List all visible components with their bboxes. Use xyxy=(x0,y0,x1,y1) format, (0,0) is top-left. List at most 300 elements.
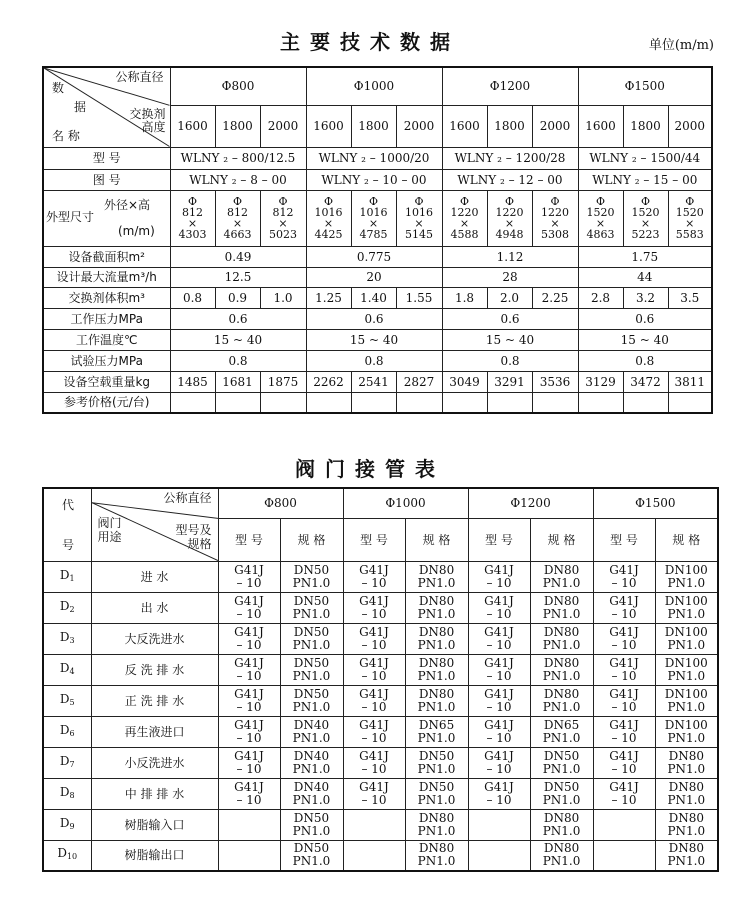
valve-model-cell xyxy=(468,592,530,623)
weight-value: 3472 xyxy=(623,371,668,392)
valve-spec-line: DN40 xyxy=(293,779,330,794)
valve-model-line: – 10 xyxy=(236,792,262,807)
valve-diameter-1200: Φ1200 xyxy=(468,488,593,518)
valve-code-number: 10 xyxy=(66,852,78,862)
drawing-row xyxy=(43,169,712,190)
diameter-1200: Φ1200 xyxy=(442,67,578,105)
valve-code-letter: D xyxy=(59,784,70,799)
valve-model-cell xyxy=(593,623,655,654)
valve-spec-line: DN80 xyxy=(543,686,580,701)
weight-value: 2541 xyxy=(351,371,396,392)
volume-value: 1.0 xyxy=(260,287,306,308)
col-model-header: 型 号 xyxy=(593,518,655,561)
temperature-row xyxy=(43,329,712,350)
valve-spec-line: DN80 xyxy=(668,779,704,794)
valve-spec-cell xyxy=(405,685,468,716)
valve-spec-line: DN40 xyxy=(293,748,330,763)
valve-spec-cell xyxy=(405,840,468,871)
height-cell: 2000 xyxy=(668,105,712,147)
weight-value: 1681 xyxy=(215,371,260,392)
valve-code-number: 1 xyxy=(69,573,75,583)
price-value xyxy=(215,392,260,413)
valve-model-line: – 10 xyxy=(236,761,262,776)
size-value-line: 812 xyxy=(272,206,294,219)
drawing-value: WLNY ₂ – 10 – 00 xyxy=(306,169,442,190)
valve-table-title: 阀门接管表 xyxy=(295,457,445,481)
temperature-value: 15 ~ 40 xyxy=(578,329,712,350)
size-value-line: Φ xyxy=(550,195,560,208)
temperature-value: 15 ~ 40 xyxy=(170,329,306,350)
valve-model-line: G41J xyxy=(609,779,639,794)
size-value-line: 1520 xyxy=(631,206,660,219)
valve-row xyxy=(43,561,718,592)
temperature-label: 工作温度℃ xyxy=(43,329,170,350)
size-value xyxy=(487,190,532,246)
size-value-line: 1220 xyxy=(450,206,479,219)
valve-code-letter: D xyxy=(59,722,70,737)
valve-spec-cell xyxy=(405,716,468,747)
size-value-line: 1016 xyxy=(405,206,433,219)
size-label-unit: (m/m) xyxy=(118,223,155,238)
test-pressure-label: 试验压力MPa xyxy=(43,350,170,371)
height-cell: 1800 xyxy=(487,105,532,147)
height-cell: 1800 xyxy=(215,105,260,147)
valve-model-cell xyxy=(218,654,280,685)
price-value xyxy=(442,392,487,413)
valve-spec-line: PN1.0 xyxy=(292,637,331,652)
valve-spec-cell xyxy=(530,685,593,716)
size-value-line: Φ xyxy=(459,195,470,208)
valve-spec-line: PN1.0 xyxy=(542,668,581,683)
area-value: 0.775 xyxy=(306,246,442,267)
height-cell: 1600 xyxy=(578,105,623,147)
valve-model-cell xyxy=(343,592,405,623)
valve-model-cell xyxy=(593,561,655,592)
size-value-line: × xyxy=(550,217,560,230)
height-cell: 2000 xyxy=(396,105,442,147)
valve-spec-line: PN1.0 xyxy=(417,668,456,683)
valve-spec-cell xyxy=(530,809,593,840)
valve-code-letter: D xyxy=(59,629,70,644)
valve-model-cell xyxy=(218,685,280,716)
size-value-line: 812 xyxy=(182,206,203,219)
valve-model-line: – 10 xyxy=(236,730,262,745)
valve-model-line: G41J xyxy=(609,624,639,639)
valve-model-line: G41J xyxy=(359,686,389,701)
valve-spec-line: DN65 xyxy=(418,717,455,732)
col-spec-header: 规 格 xyxy=(280,518,343,561)
size-value-line: × xyxy=(187,217,198,230)
diameter-1500: Φ1500 xyxy=(578,67,712,105)
valve-model-cell xyxy=(468,809,530,840)
weight-value: 2827 xyxy=(396,371,442,392)
model-row xyxy=(43,147,712,169)
valve-code-number: 8 xyxy=(69,790,75,800)
valve-use: 中 排 排 水 xyxy=(91,778,218,809)
code-header-top: 代 xyxy=(62,498,75,512)
valve-spec-cell xyxy=(405,778,468,809)
valve-model-cell xyxy=(343,561,405,592)
valve-model-cell xyxy=(343,778,405,809)
valve-code-letter: D xyxy=(57,846,67,861)
valve-model-line: G41J xyxy=(234,717,264,732)
size-value-line: 1520 xyxy=(586,206,615,219)
valve-code xyxy=(43,809,91,840)
volume-label: 交换剂体积m³ xyxy=(43,287,170,308)
valve-model-cell xyxy=(343,716,405,747)
valve-spec-cell xyxy=(280,716,343,747)
model-value: WLNY ₂ – 1200/28 xyxy=(442,147,578,169)
valve-model-line: – 10 xyxy=(361,761,387,776)
valve-code xyxy=(43,778,91,809)
valve-model-cell xyxy=(343,654,405,685)
valve-use: 进 水 xyxy=(91,561,218,592)
pressure-value: 0.6 xyxy=(442,308,578,329)
size-value xyxy=(260,190,306,246)
valve-model-line: – 10 xyxy=(236,606,262,621)
valve-code-letter: D xyxy=(59,753,70,768)
height-cell: 2000 xyxy=(532,105,578,147)
test-pressure-row xyxy=(43,350,712,371)
valve-spec-line: PN1.0 xyxy=(667,637,706,652)
size-value-line: × xyxy=(459,217,470,230)
valve-spec-line: PN1.0 xyxy=(292,668,331,683)
size-value-line: Φ xyxy=(187,195,198,208)
valve-model-cell xyxy=(593,778,655,809)
valve-model-line: G41J xyxy=(359,593,389,608)
valve-code-letter: D xyxy=(59,815,70,830)
valve-model-line: – 10 xyxy=(611,606,637,621)
diameter-header-row xyxy=(43,67,712,105)
valve-model-line: G41J xyxy=(484,593,514,608)
valve-model-cell xyxy=(218,840,280,871)
valve-code xyxy=(43,840,91,871)
valve-code-number: 9 xyxy=(69,821,75,831)
valve-spec-line: DN50 xyxy=(293,686,330,701)
price-value xyxy=(396,392,442,413)
valve-model-line: – 10 xyxy=(486,730,512,745)
size-value-line: Φ xyxy=(595,195,606,208)
size-value-line: 4785 xyxy=(359,228,388,241)
valve-spec-cell xyxy=(655,809,718,840)
valve-spec-line: DN80 xyxy=(668,748,704,763)
valve-model-line: – 10 xyxy=(611,637,637,652)
valve-spec-line: PN1.0 xyxy=(542,699,581,714)
pressure-row xyxy=(43,308,712,329)
valve-spec-line: PN1.0 xyxy=(667,668,706,683)
valve-model-line: – 10 xyxy=(611,761,637,776)
size-value xyxy=(170,190,215,246)
valve-spec-line: PN1.0 xyxy=(417,699,456,714)
valve-spec-line: DN50 xyxy=(293,810,330,825)
valve-model-cell xyxy=(218,809,280,840)
valve-corner-cell xyxy=(91,488,218,561)
valve-model-line: – 10 xyxy=(361,606,387,621)
size-value-line: × xyxy=(640,217,651,230)
valve-spec-line: PN1.0 xyxy=(417,854,456,869)
test-pressure-value: 0.8 xyxy=(306,350,442,371)
size-value-line: Φ xyxy=(323,195,334,208)
price-value xyxy=(487,392,532,413)
valve-spec-cell xyxy=(280,747,343,778)
valve-model-cell xyxy=(468,778,530,809)
valve-code xyxy=(43,716,91,747)
valve-model-line: – 10 xyxy=(486,637,512,652)
valve-code xyxy=(43,747,91,778)
valve-model-line: – 10 xyxy=(486,699,512,714)
valve-model-cell xyxy=(593,809,655,840)
valve-spec-cell xyxy=(655,623,718,654)
valve-spec-line: PN1.0 xyxy=(292,699,331,714)
price-value xyxy=(306,392,351,413)
price-value xyxy=(351,392,396,413)
size-value xyxy=(623,190,668,246)
valve-model-cell xyxy=(593,840,655,871)
price-row xyxy=(43,392,712,413)
corner-name: 名 称 xyxy=(52,129,80,143)
price-value xyxy=(260,392,306,413)
size-value-line: 5583 xyxy=(675,228,704,241)
valve-code-number: 3 xyxy=(69,635,75,645)
size-value-line: 1016 xyxy=(359,206,388,219)
valve-spec-line: DN80 xyxy=(418,841,455,856)
valve-diameter-row xyxy=(43,488,718,518)
valve-spec-line: DN50 xyxy=(293,593,330,608)
valve-spec-line: DN80 xyxy=(543,593,580,608)
valve-spec-cell xyxy=(655,840,718,871)
valve-spec-line: DN100 xyxy=(664,593,708,608)
size-value-line: 1220 xyxy=(541,206,569,219)
code-header xyxy=(43,488,91,561)
valve-spec-line: DN50 xyxy=(293,562,330,577)
valve-model-cell xyxy=(468,685,530,716)
flow-value: 20 xyxy=(306,267,442,287)
valve-model-line: G41J xyxy=(609,717,639,732)
weight-value: 1875 xyxy=(260,371,306,392)
valve-model-cell xyxy=(343,747,405,778)
valve-code-letter: D xyxy=(59,567,70,582)
col-model-header: 型 号 xyxy=(343,518,405,561)
valve-model-cell xyxy=(343,809,405,840)
size-value-line: Φ xyxy=(685,195,695,208)
valve-spec-cell xyxy=(280,561,343,592)
valve-spec-line: PN1.0 xyxy=(417,761,456,776)
valve-spec-line: PN1.0 xyxy=(417,730,456,745)
valve-spec-line: PN1.0 xyxy=(542,792,581,807)
area-value: 1.75 xyxy=(578,246,712,267)
valve-spec-line: PN1.0 xyxy=(292,823,331,838)
valve-model-line: G41J xyxy=(234,562,264,577)
valve-code xyxy=(43,561,91,592)
valve-spec-line: DN80 xyxy=(543,841,580,856)
size-value-line: 4588 xyxy=(450,228,479,241)
valve-model-line: G41J xyxy=(359,717,389,732)
valve-use: 正 洗 排 水 xyxy=(91,685,218,716)
volume-value: 2.0 xyxy=(487,287,532,308)
valve-spec-line: DN50 xyxy=(418,779,455,794)
size-value xyxy=(306,190,351,246)
valve-spec-line: DN80 xyxy=(543,810,580,825)
valve-code xyxy=(43,623,91,654)
size-value-line: × xyxy=(414,217,424,230)
valve-spec-line: PN1.0 xyxy=(667,823,706,838)
size-label-main: 外型尺寸 xyxy=(46,209,95,224)
size-value-line: 5223 xyxy=(631,228,660,241)
technical-data-table xyxy=(42,66,713,414)
valve-spec-line: DN80 xyxy=(418,624,455,639)
spec-table-title: 主要技术数据 xyxy=(280,30,460,54)
valve-model-cell xyxy=(468,623,530,654)
size-value-line: × xyxy=(232,217,243,230)
spec-corner-cell xyxy=(43,67,170,147)
valve-corner-use-a: 阀门 xyxy=(97,516,122,530)
valve-code-number: 2 xyxy=(69,604,75,614)
corner-label-ju: 据 xyxy=(74,100,87,114)
valve-model-cell xyxy=(343,685,405,716)
valve-row xyxy=(43,654,718,685)
size-row xyxy=(43,190,712,246)
volume-value: 1.8 xyxy=(442,287,487,308)
valve-spec-line: DN80 xyxy=(543,624,580,639)
valve-row xyxy=(43,747,718,778)
price-value xyxy=(668,392,712,413)
valve-code xyxy=(43,592,91,623)
valve-spec-line: PN1.0 xyxy=(542,637,581,652)
valve-diameter-1500: Φ1500 xyxy=(593,488,718,518)
valve-pipe-table xyxy=(42,487,719,872)
temperature-value: 15 ~ 40 xyxy=(306,329,442,350)
valve-spec-cell xyxy=(655,716,718,747)
valve-spec-line: DN80 xyxy=(668,841,704,856)
valve-spec-line: PN1.0 xyxy=(667,575,706,590)
valve-use: 大反洗进水 xyxy=(91,623,218,654)
valve-row xyxy=(43,592,718,623)
valve-spec-line: DN100 xyxy=(664,686,708,701)
valve-spec-line: PN1.0 xyxy=(667,854,706,869)
valve-spec-cell xyxy=(655,747,718,778)
weight-row xyxy=(43,371,712,392)
valve-spec-line: PN1.0 xyxy=(292,761,331,776)
area-label: 设备截面积m² xyxy=(43,246,170,267)
valve-spec-line: PN1.0 xyxy=(542,606,581,621)
valve-model-line: G41J xyxy=(484,655,514,670)
valve-model-line: – 10 xyxy=(486,606,512,621)
valve-model-line: G41J xyxy=(609,562,639,577)
valve-spec-line: DN50 xyxy=(543,748,580,763)
valve-spec-line: DN50 xyxy=(293,655,330,670)
valve-model-line: G41J xyxy=(234,748,264,763)
test-pressure-value: 0.8 xyxy=(442,350,578,371)
size-value-line: 1220 xyxy=(495,206,524,219)
valve-row xyxy=(43,623,718,654)
valve-row xyxy=(43,809,718,840)
valve-model-cell xyxy=(218,561,280,592)
valve-model-line: – 10 xyxy=(361,668,387,683)
size-value-line: × xyxy=(323,217,334,230)
size-value-line: 1520 xyxy=(675,206,704,219)
valve-model-cell xyxy=(343,623,405,654)
valve-model-cell xyxy=(468,561,530,592)
valve-model-line: – 10 xyxy=(236,668,262,683)
valve-spec-cell xyxy=(280,654,343,685)
valve-model-line: – 10 xyxy=(486,792,512,807)
flow-value: 44 xyxy=(578,267,712,287)
valve-spec-cell xyxy=(530,716,593,747)
valve-model-line: – 10 xyxy=(486,575,512,590)
valve-spec-cell xyxy=(405,561,468,592)
weight-value: 3811 xyxy=(668,371,712,392)
height-cell: 1800 xyxy=(351,105,396,147)
weight-label: 设备空载重量kg xyxy=(43,371,170,392)
valve-model-line: G41J xyxy=(609,686,639,701)
drawing-value: WLNY ₂ – 15 – 00 xyxy=(578,169,712,190)
size-value-line: 812 xyxy=(227,206,248,219)
size-value-line: 4948 xyxy=(495,228,524,241)
valve-model-line: G41J xyxy=(234,655,264,670)
volume-value: 2.8 xyxy=(578,287,623,308)
valve-model-line: G41J xyxy=(234,624,264,639)
size-value xyxy=(442,190,487,246)
valve-spec-line: DN65 xyxy=(543,717,580,732)
valve-model-line: G41J xyxy=(484,717,514,732)
valve-spec-cell xyxy=(280,778,343,809)
valve-use: 小反洗进水 xyxy=(91,747,218,778)
size-value xyxy=(351,190,396,246)
valve-spec-cell xyxy=(530,840,593,871)
valve-spec-cell xyxy=(405,747,468,778)
pressure-label: 工作压力MPa xyxy=(43,308,170,329)
valve-model-line: – 10 xyxy=(611,668,637,683)
valve-spec-line: DN100 xyxy=(664,717,708,732)
diameter-1000: Φ1000 xyxy=(306,67,442,105)
valve-model-line: G41J xyxy=(609,593,639,608)
test-pressure-value: 0.8 xyxy=(578,350,712,371)
valve-spec-line: PN1.0 xyxy=(667,699,706,714)
weight-value: 3129 xyxy=(578,371,623,392)
valve-model-cell xyxy=(593,654,655,685)
valve-model-cell xyxy=(468,654,530,685)
model-value: WLNY ₂ – 800/12.5 xyxy=(170,147,306,169)
valve-model-cell xyxy=(218,716,280,747)
valve-model-line: G41J xyxy=(484,779,514,794)
valve-model-line: G41J xyxy=(484,748,514,763)
model-value: WLNY ₂ – 1500/44 xyxy=(578,147,712,169)
valve-use: 出 水 xyxy=(91,592,218,623)
volume-value: 2.25 xyxy=(532,287,578,308)
size-value-line: × xyxy=(278,217,288,230)
price-value xyxy=(170,392,215,413)
valve-model-line: – 10 xyxy=(611,730,637,745)
valve-spec-line: PN1.0 xyxy=(292,575,331,590)
valve-spec-line: PN1.0 xyxy=(292,854,331,869)
height-cell: 1600 xyxy=(442,105,487,147)
valve-model-line: G41J xyxy=(484,562,514,577)
valve-model-line: G41J xyxy=(609,748,639,763)
drawing-label: 图 号 xyxy=(43,169,170,190)
valve-code xyxy=(43,654,91,685)
valve-spec-cell xyxy=(655,654,718,685)
valve-spec-line: DN80 xyxy=(543,562,580,577)
valve-model-cell xyxy=(343,840,405,871)
model-label: 型 号 xyxy=(43,147,170,169)
valve-model-cell xyxy=(468,747,530,778)
valve-spec-cell xyxy=(405,592,468,623)
valve-spec-cell xyxy=(530,747,593,778)
valve-model-cell xyxy=(218,592,280,623)
height-cell: 1600 xyxy=(306,105,351,147)
pressure-value: 0.6 xyxy=(578,308,712,329)
temperature-value: 15 ~ 40 xyxy=(442,329,578,350)
